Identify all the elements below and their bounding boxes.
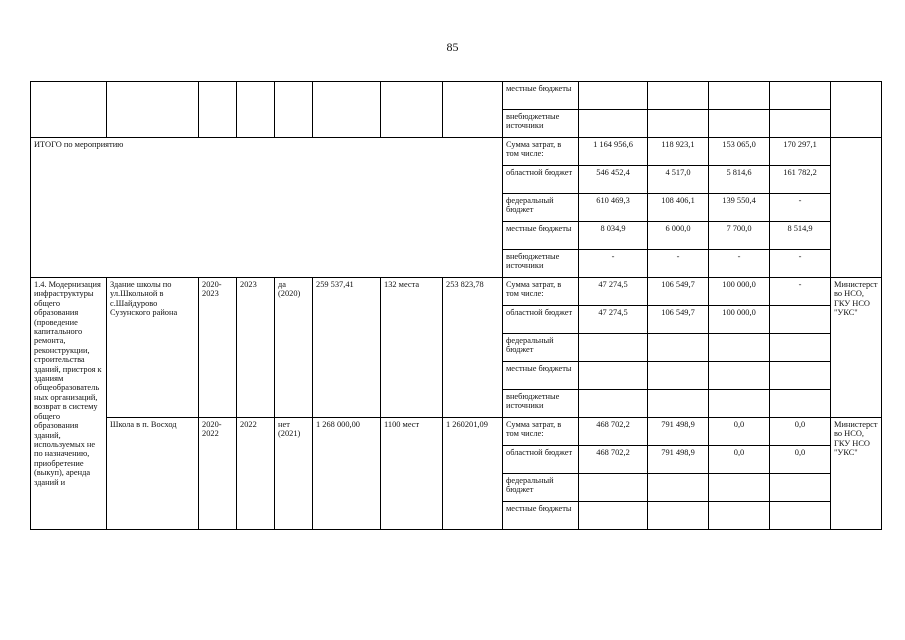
value-cell: - — [579, 250, 648, 278]
table-row — [31, 278, 882, 306]
value-cell: - — [770, 194, 831, 222]
value-cell: - — [709, 250, 770, 278]
source-label: внебюджетные источники — [503, 390, 579, 418]
value-cell: 100 000,0 — [709, 306, 770, 334]
measure-title: 1.4. Модернизация инфраструктуры общего образования (проведение капитального ремонта, реконструкции, строительства зданий, пристроя к зданиям общеобразовательных организаций, возврат в систему общего образования зданий, используемых не по назначению, приобретение (выкуп), аренда зданий и — [31, 278, 107, 530]
source-label: федеральный бюджет — [503, 474, 579, 502]
estimated-cost: 1 268 000,00 — [313, 418, 381, 530]
value-cell: - — [770, 278, 831, 306]
object-name: Школа в п. Восход — [107, 418, 199, 530]
value-cell: 47 274,5 — [579, 306, 648, 334]
table-row — [31, 138, 882, 166]
source-label: областной бюджет — [503, 446, 579, 474]
source-label: местные бюджеты — [503, 362, 579, 390]
value-cell: 118 923,1 — [648, 138, 709, 166]
psd-status: нет (2021) — [275, 418, 313, 530]
remaining-cost: 253 823,78 — [443, 278, 503, 418]
capacity: 132 места — [381, 278, 443, 418]
value-cell: 6 000,0 — [648, 222, 709, 250]
value-cell: - — [648, 250, 709, 278]
budget-table — [30, 81, 882, 530]
source-label: Сумма затрат, в том числе: — [503, 278, 579, 306]
value-cell: 546 452,4 — [579, 166, 648, 194]
page-number: 85 — [446, 40, 459, 54]
value-cell: 4 517,0 — [648, 166, 709, 194]
start-years: 2020-2022 — [199, 418, 237, 530]
table-row — [31, 82, 882, 110]
source-label: внебюджетные источники — [503, 110, 579, 138]
value-cell: 106 549,7 — [648, 306, 709, 334]
remaining-cost: 1 260201,09 — [443, 418, 503, 530]
object-name: Здание школы по ул.Школьной в с.Шайдурово Сузунского района — [107, 278, 199, 418]
value-cell: 153 065,0 — [709, 138, 770, 166]
source-label: местные бюджеты — [503, 222, 579, 250]
source-label: внебюджетные источники — [503, 250, 579, 278]
value-cell: 8 034,9 — [579, 222, 648, 250]
value-cell: 139 550,4 — [709, 194, 770, 222]
value-cell: 0,0 — [770, 418, 831, 446]
source-label: областной бюджет — [503, 306, 579, 334]
value-cell: 7 700,0 — [709, 222, 770, 250]
itogo-label: ИТОГО по мероприятию — [31, 138, 503, 278]
executor: Министерство НСО, ГКУ НСО "УКС" — [831, 418, 882, 530]
value-cell — [770, 306, 831, 334]
value-cell: 108 406,1 — [648, 194, 709, 222]
source-label: областной бюджет — [503, 166, 579, 194]
value-cell: 170 297,1 — [770, 138, 831, 166]
end-year: 2023 — [237, 278, 275, 418]
source-label: федеральный бюджет — [503, 334, 579, 362]
value-cell: 47 274,5 — [579, 278, 648, 306]
value-cell: 161 782,2 — [770, 166, 831, 194]
value-cell: 100 000,0 — [709, 278, 770, 306]
end-year: 2022 — [237, 418, 275, 530]
value-cell: 468 702,2 — [579, 418, 648, 446]
executor: Министерство НСО, ГКУ НСО "УКС" — [831, 278, 882, 418]
source-label: федеральный бюджет — [503, 194, 579, 222]
value-cell: 468 702,2 — [579, 446, 648, 474]
value-cell: 791 498,9 — [648, 418, 709, 446]
value-cell: 791 498,9 — [648, 446, 709, 474]
start-years: 2020-2023 — [199, 278, 237, 418]
value-cell: 0,0 — [709, 446, 770, 474]
value-cell: 0,0 — [709, 418, 770, 446]
source-label: местные бюджеты — [503, 82, 579, 110]
psd-status: да (2020) — [275, 278, 313, 418]
source-label: Сумма затрат, в том числе: — [503, 418, 579, 446]
estimated-cost: 259 537,41 — [313, 278, 381, 418]
source-label: местные бюджеты — [503, 502, 579, 530]
capacity: 1100 мест — [381, 418, 443, 530]
value-cell: 610 469,3 — [579, 194, 648, 222]
value-cell: 106 549,7 — [648, 278, 709, 306]
value-cell: 5 814,6 — [709, 166, 770, 194]
value-cell: 0,0 — [770, 446, 831, 474]
table-row — [31, 418, 882, 446]
value-cell: - — [770, 250, 831, 278]
source-label: Сумма затрат, в том числе: — [503, 138, 579, 166]
value-cell: 8 514,9 — [770, 222, 831, 250]
value-cell: 1 164 956,6 — [579, 138, 648, 166]
